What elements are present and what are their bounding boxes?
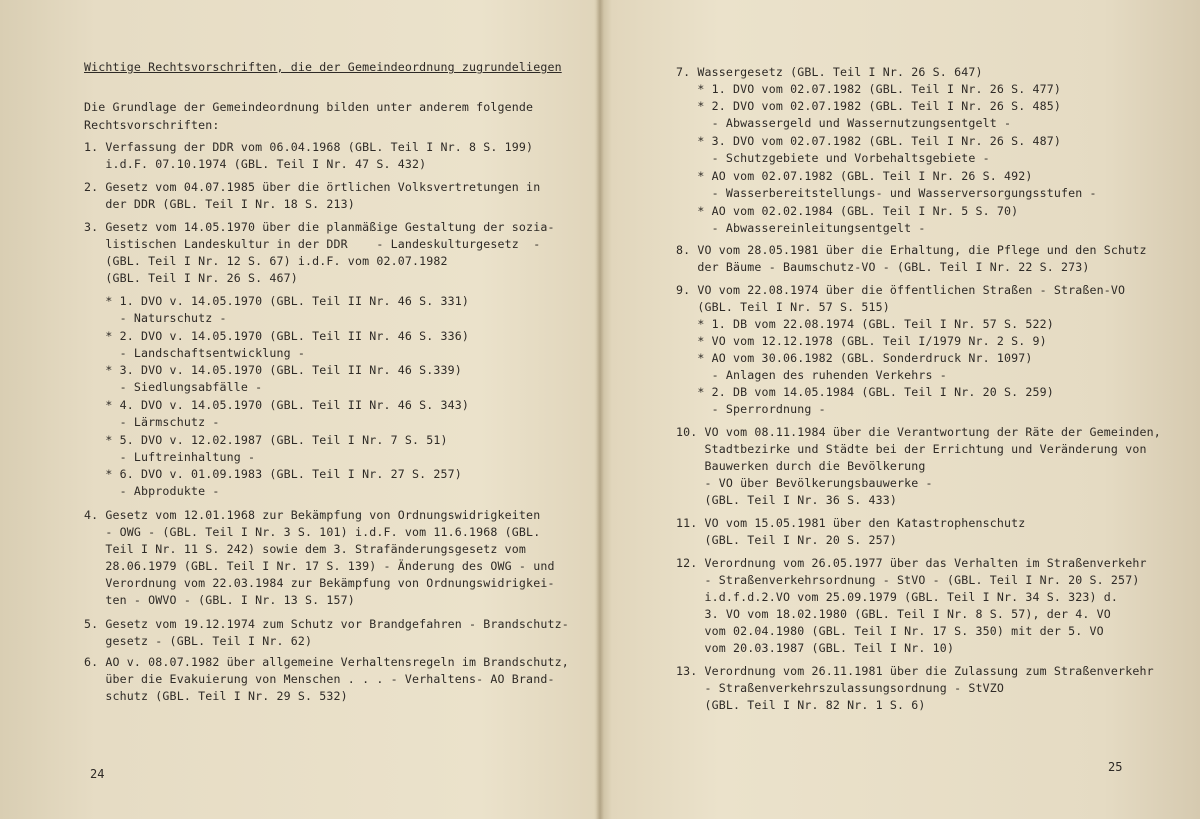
right-page [600, 0, 1200, 819]
left-text-line: * 1. DVO v. 14.05.1970 (GBL. Teil II Nr. 46 S. 331) [84, 294, 470, 308]
left-text-line: Verordnung vom 22.03.1984 zur Bekämpfung von Ordnungswidrigkei- [84, 576, 555, 590]
right-text-line: * AO vom 30.06.1982 (GBL. Sonderdruck Nr. 1097) [676, 351, 1033, 365]
right-text-line: (GBL. Teil I Nr. 36 S. 433) [676, 493, 898, 507]
right-text-line: 10. VO vom 08.11.1984 über die Verantwortung der Räte der Gemeinden, [676, 425, 1161, 439]
left-text-line: Teil I Nr. 11 S. 242) sowie dem 3. Strafänderungsgesetz vom [84, 542, 527, 556]
left-text-line: * 4. DVO v. 14.05.1970 (GBL. Teil II Nr. 46 S. 343) [84, 398, 470, 412]
right-text-line: 9. VO vom 22.08.1974 über die öffentlichen Straßen - Straßen-VO [676, 283, 1126, 297]
left-text-line: 3. Gesetz vom 14.05.1970 über die planmäßige Gestaltung der sozia- [84, 220, 555, 234]
right-text-line: * 2. DVO vom 02.07.1982 (GBL. Teil I Nr. 26 S. 485) [676, 99, 1062, 113]
right-text-line: 12. Verordnung vom 26.05.1977 über das Verhalten im Straßenverkehr [676, 556, 1147, 570]
right-text-line: (GBL. Teil I Nr. 82 Nr. 1 S. 6) [676, 698, 926, 712]
right-text-line: der Bäume - Baumschutz-VO - (GBL. Teil I Nr. 22 S. 273) [676, 260, 1090, 274]
right-text-line: 13. Verordnung vom 26.11.1981 über die Zulassung zum Straßenverkehr [676, 664, 1154, 678]
left-text-line: * 6. DVO v. 01.09.1983 (GBL. Teil I Nr. 27 S. 257) [84, 467, 462, 481]
right-text-line: i.d.f.d.2.VO vom 25.09.1979 (GBL. Teil I Nr. 34 S. 323) d. [676, 590, 1119, 604]
left-text-line: ten - OWVO - (GBL. I Nr. 13 S. 157) [84, 593, 355, 607]
left-text-line: * 3. DVO v. 14.05.1970 (GBL. Teil II Nr. 46 S.339) [84, 363, 462, 377]
right-text-line: Bauwerken durch die Bevölkerung [676, 459, 926, 473]
right-text-line: (GBL. Teil I Nr. 57 S. 515) [676, 300, 890, 314]
left-text-line: - Siedlungsabfälle - [84, 380, 263, 394]
left-text-line: 28.06.1979 (GBL. Teil I Nr. 17 S. 139) - Änderung des OWG - und [84, 559, 555, 573]
left-text-line: über die Evakuierung von Menschen . . . - Verhaltens- AO Brand- [84, 672, 555, 686]
right-text-line: - Straßenverkehrszulassungsordnung - StVZO [676, 681, 1004, 695]
right-text-line: - Anlagen des ruhenden Verkehrs - [676, 368, 947, 382]
left-text-line: (GBL. Teil I Nr. 26 S. 467) [84, 271, 298, 285]
right-text-line: - Wasserbereitstellungs- und Wasserversorgungsstufen - [676, 186, 1097, 200]
right-text-line: vom 20.03.1987 (GBL. Teil I Nr. 10) [676, 641, 955, 655]
left-text-line: gesetz - (GBL. Teil I Nr. 62) [84, 634, 313, 648]
right-text-line: - Abwassereinleitungsentgelt - [676, 221, 926, 235]
right-text-line: 3. VO vom 18.02.1980 (GBL. Teil I Nr. 8 S. 57), der 4. VO [676, 607, 1111, 621]
right-text-line: 8. VO vom 28.05.1981 über die Erhaltung, die Pflege und den Schutz [676, 243, 1147, 257]
right-text-line: * AO vom 02.02.1984 (GBL. Teil I Nr. 5 S. 70) [676, 204, 1019, 218]
right-text-line: * VO vom 12.12.1978 (GBL. Teil I/1979 Nr. 2 S. 9) [676, 334, 1047, 348]
left-text-line: - Naturschutz - [84, 311, 227, 325]
left-text-line: - Abprodukte - [84, 484, 220, 498]
right-text-line: - Sperrordnung - [676, 402, 826, 416]
left-text-line: (GBL. Teil I Nr. 12 S. 67) i.d.F. vom 02.07.1982 [84, 254, 448, 268]
page-heading: Wichtige Rechtsvorschriften, die der Gemeindeordnung zugrundeliegen [84, 60, 562, 74]
right-text-line: - Schutzgebiete und Vorbehaltsgebiete - [676, 151, 990, 165]
right-text-line: - Abwassergeld und Wassernutzungsentgelt - [676, 116, 1012, 130]
right-text-line: Stadtbezirke und Städte bei der Errichtung und Veränderung von [676, 442, 1147, 456]
right-text-line: * 2. DB vom 14.05.1984 (GBL. Teil I Nr. 20 S. 259) [676, 385, 1054, 399]
right-text-line: 7. Wassergesetz (GBL. Teil I Nr. 26 S. 647) [676, 65, 983, 79]
right-text-line: * 3. DVO vom 02.07.1982 (GBL. Teil I Nr. 26 S. 487) [676, 134, 1062, 148]
left-text-line: * 2. DVO v. 14.05.1970 (GBL. Teil II Nr. 46 S. 336) [84, 329, 470, 343]
left-text-line: - Landschaftsentwicklung - [84, 346, 306, 360]
right-text-line: 11. VO vom 15.05.1981 über den Katastrophenschutz [676, 516, 1026, 530]
left-text-line: listischen Landeskultur in der DDR - Landeskulturgesetz - [84, 237, 541, 251]
left-text-line: Rechtsvorschriften: [84, 118, 220, 132]
left-text-line: - Lärmschutz - [84, 415, 220, 429]
left-text-line: 6. AO v. 08.07.1982 über allgemeine Verhaltensregeln im Brandschutz, [84, 655, 569, 669]
right-text-line: * 1. DVO vom 02.07.1982 (GBL. Teil I Nr. 26 S. 477) [676, 82, 1062, 96]
right-text-line: * 1. DB vom 22.08.1974 (GBL. Teil I Nr. 57 S. 522) [676, 317, 1054, 331]
page-number-right: 25 [1108, 760, 1123, 774]
left-text-line: der DDR (GBL. Teil I Nr. 18 S. 213) [84, 197, 355, 211]
left-text-line: Die Grundlage der Gemeindeordnung bilden unter anderem folgende [84, 100, 534, 114]
left-text-line: 2. Gesetz vom 04.07.1985 über die örtlichen Volksvertretungen in [84, 180, 541, 194]
left-text-line: * 5. DVO v. 12.02.1987 (GBL. Teil I Nr. 7 S. 51) [84, 433, 448, 447]
left-text-line: i.d.F. 07.10.1974 (GBL. Teil I Nr. 47 S. 432) [84, 157, 427, 171]
right-text-line: (GBL. Teil I Nr. 20 S. 257) [676, 533, 898, 547]
right-text-line: - Straßenverkehrsordnung - StVO - (GBL. Teil I Nr. 20 S. 257) [676, 573, 1140, 587]
left-text-line: - Luftreinhaltung - [84, 450, 256, 464]
left-text-line: - OWG - (GBL. Teil I Nr. 3 S. 101) i.d.F. vom 11.6.1968 (GBL. [84, 525, 541, 539]
left-text-line: 1. Verfassung der DDR vom 06.04.1968 (GBL. Teil I Nr. 8 S. 199) [84, 140, 534, 154]
right-text-line: * AO vom 02.07.1982 (GBL. Teil I Nr. 26 S. 492) [676, 169, 1033, 183]
page-number-left: 24 [90, 767, 105, 781]
right-text-line: vom 02.04.1980 (GBL. Teil I Nr. 17 S. 350) mit der 5. VO [676, 624, 1104, 638]
left-text-line: schutz (GBL. Teil I Nr. 29 S. 532) [84, 689, 348, 703]
left-text-line: 4. Gesetz vom 12.01.1968 zur Bekämpfung von Ordnungswidrigkeiten [84, 508, 541, 522]
left-text-line: 5. Gesetz vom 19.12.1974 zum Schutz vor Brandgefahren - Brandschutz- [84, 617, 569, 631]
right-text-line: - VO über Bevölkerungsbauwerke - [676, 476, 933, 490]
